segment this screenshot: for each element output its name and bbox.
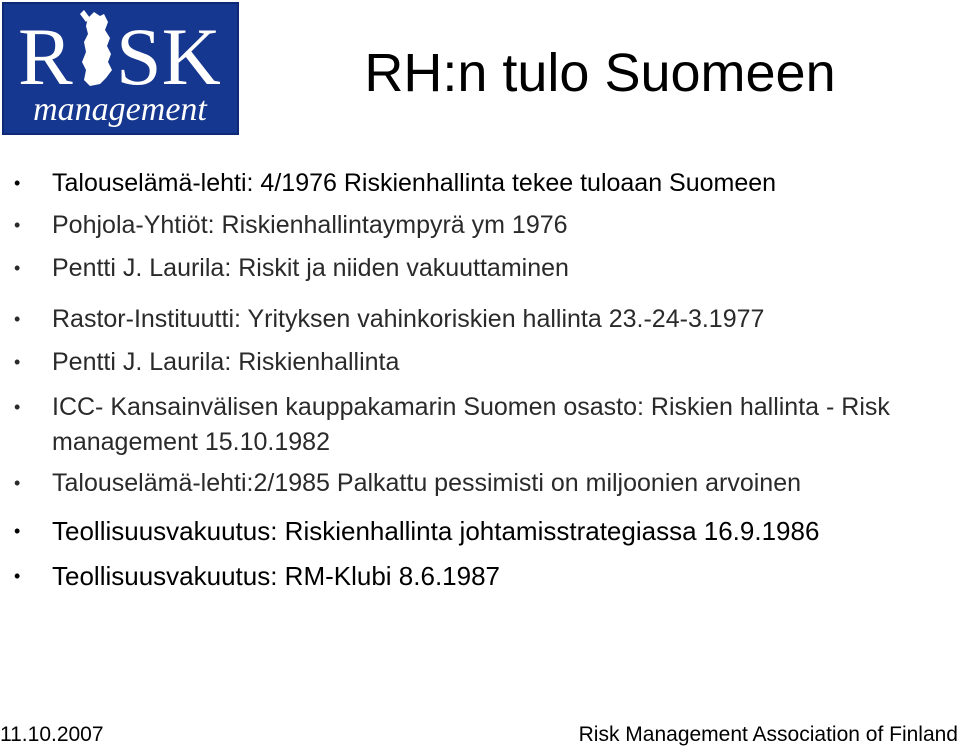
bullet-icon: • — [14, 521, 21, 541]
bullet-text: Pentti J. Laurila: Riskit ja niiden vakuuttaminen — [52, 254, 569, 282]
bullet-item — [14, 514, 820, 549]
footer-date: 11.10.2007 — [0, 723, 104, 746]
bullet-item — [14, 390, 932, 460]
bullet-icon: • — [14, 473, 21, 493]
bullet-text: Teollisuusvakuutus: RM-Klubi 8.6.1987 — [52, 561, 501, 591]
bullet-item — [14, 166, 777, 201]
bullet-icon: • — [14, 258, 21, 278]
bullet-item — [14, 466, 802, 501]
bullet-item — [14, 302, 765, 337]
footer-organization: Risk Management Association of Finland — [578, 723, 958, 746]
logo-letters-sk: SK — [116, 11, 221, 102]
bullet-text: ICC- Kansainvälisen kauppakamarin Suomen osasto: Riskien hallinta - Risk management 15.10.1982 — [52, 393, 890, 456]
bullet-item — [14, 559, 501, 594]
bullet-text: Pentti J. Laurila: Riskienhallinta — [52, 348, 400, 376]
logo-letter-r: R — [18, 11, 73, 102]
finland-map-icon — [80, 10, 112, 86]
bullet-icon: • — [14, 173, 21, 193]
bullet-item — [14, 208, 568, 243]
risk-management-logo — [2, 2, 239, 135]
bullet-item — [14, 251, 569, 286]
bullet-text: Talouselämä-lehti: 4/1976 Riskienhallinta tekee tuloaan Suomeen — [52, 169, 777, 197]
bullet-icon: • — [14, 309, 21, 329]
bullet-icon: • — [14, 397, 21, 417]
bullet-icon: • — [14, 566, 21, 586]
logo-subtitle: management — [33, 91, 207, 128]
slide-title: RH:n tulo Suomeen — [364, 43, 836, 103]
bullet-text: Rastor-Instituutti: Yrityksen vahinkoriskien hallinta 23.-24-3.1977 — [52, 305, 765, 333]
bullet-text: Pohjola-Yhtiöt: Riskienhallintaympyrä ym 1976 — [52, 211, 568, 239]
bullet-text: Teollisuusvakuutus: Riskienhallinta johtamisstrategiassa 16.9.1986 — [52, 516, 820, 546]
bullet-item — [14, 345, 400, 380]
bullet-text: Talouselämä-lehti:2/1985 Palkattu pessimisti on miljoonien arvoinen — [52, 469, 802, 497]
bullet-icon: • — [14, 352, 21, 372]
bullet-icon: • — [14, 215, 21, 235]
